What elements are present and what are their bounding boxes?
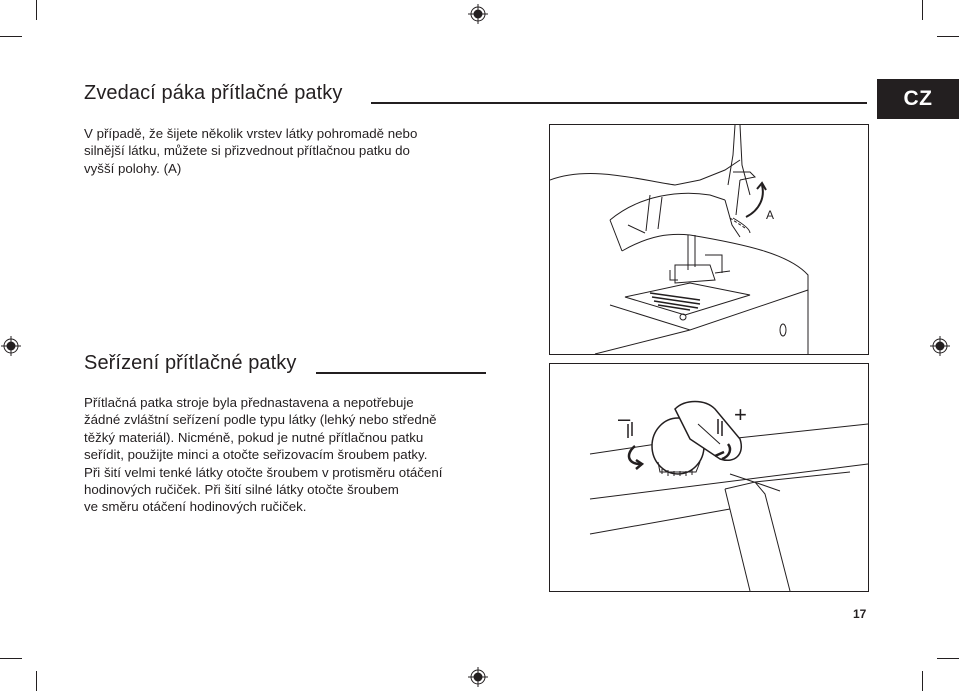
- section-body: [84, 125, 417, 177]
- language-tab: CZ: [877, 79, 959, 119]
- text-line: hodinových ručiček. Při šití silné látky otočte šroubem: [84, 482, 399, 498]
- crop-mark: [0, 658, 22, 659]
- text-line: těžký materiál). Nicméně, pokud je nutné přítlačnou patku: [84, 429, 424, 445]
- text-line: Při šití velmi tenké látky otočte šroubem v protisměru otáčení: [84, 464, 443, 480]
- text-line: ve směru otáčení hodinových ručiček.: [84, 499, 307, 515]
- minus-label: –: [618, 406, 631, 431]
- figure-label-a: A: [766, 208, 775, 222]
- registration-mark-icon: [930, 336, 950, 356]
- text-line: seřídit, použijte minci a otočte seřizovacím šroubem patky.: [84, 447, 428, 463]
- crop-mark: [922, 671, 923, 691]
- text-line: vyšší polohy. (A): [84, 160, 182, 176]
- crop-mark: [937, 36, 959, 37]
- page-number: 17: [853, 607, 867, 621]
- section-body: [84, 394, 442, 516]
- presser-foot-lifter-figure: [549, 124, 869, 355]
- plus-label: +: [734, 402, 747, 427]
- registration-mark-icon: [468, 667, 488, 687]
- crop-mark: [937, 658, 959, 659]
- crop-mark: [922, 0, 923, 20]
- adjustment-screw-illustration: [550, 364, 868, 591]
- crop-mark: [36, 0, 37, 20]
- text-line: V případě, že šijete několik vrstev látky pohromadě nebo: [84, 126, 418, 141]
- registration-mark-icon: [468, 4, 488, 24]
- text-line: žádné zvláštní seřízení podle typu látky (lehký nebo středně: [84, 412, 437, 428]
- text-line: Přítlačná patka stroje byla přednastavena a nepotřebuje: [84, 395, 414, 410]
- sewing-machine-illustration: [550, 125, 868, 354]
- section-heading: Zvedací páka přítlačné patky: [84, 82, 343, 104]
- text-line: silnější látku, můžete si přizvednout přítlačnou patku do: [84, 143, 410, 159]
- registration-mark-icon: [1, 336, 21, 356]
- heading-rule: [371, 102, 867, 104]
- crop-mark: [0, 36, 22, 37]
- section-heading: Seřízení přítlačné patky: [84, 352, 297, 374]
- crop-mark: [36, 671, 37, 691]
- heading-rule: [316, 372, 486, 374]
- presser-foot-adjustment-figure: [549, 363, 869, 592]
